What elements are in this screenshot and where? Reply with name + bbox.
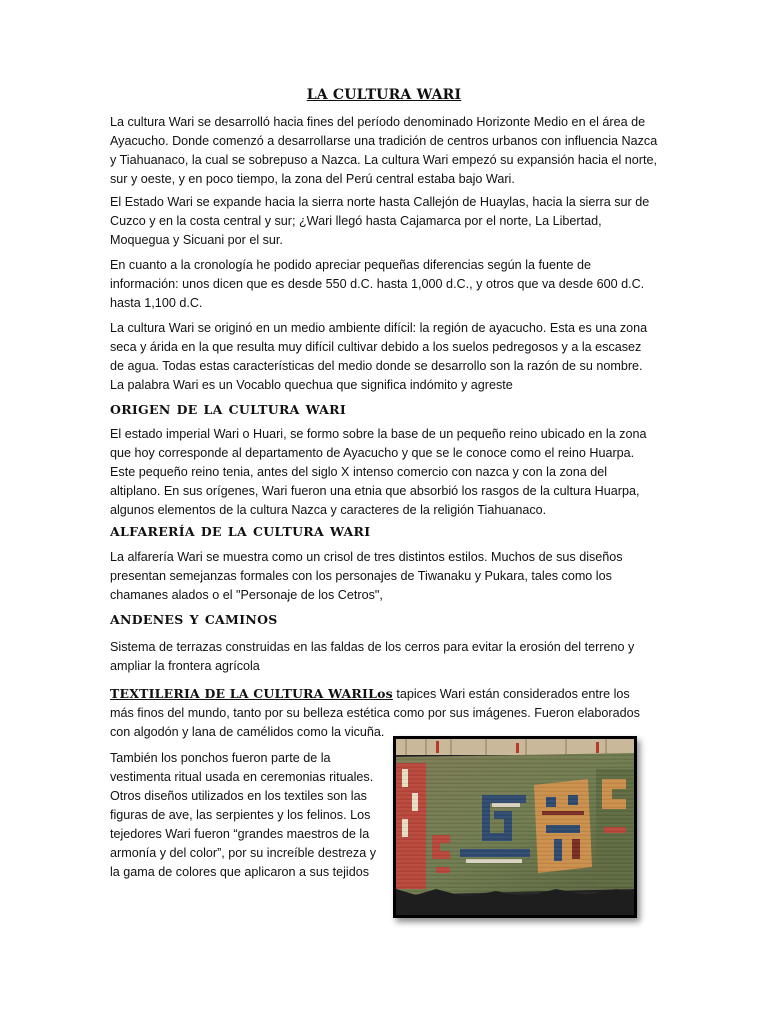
textile-photo xyxy=(393,736,637,918)
heading-alfareria: ALFARERÍA DE LA CULTURA WARI xyxy=(110,524,371,539)
heading-textileria: TEXTILERIA DE LA CULTURA WARI xyxy=(110,686,369,701)
intro-paragraph-2: El Estado Wari se expande hacia la sierra norte hasta Callejón de Huaylas, hacia la sierra sur de Cuzco y en la costa central y sur; ¿Wari llegó hasta Cajamarca por el norte, La Libertad, Moquegua y Sicuani por el sur. xyxy=(110,195,650,247)
textileria-side-paragraph: También los ponchos fueron parte de la vestimenta ritual usada en ceremonias rituales. Otros diseños utilizados en los textiles son las figuras de ave, las serpientes y los felinos. Los tejedores Wari fueron “grandes maestros de la armonía y del color”, por su increíble destreza y la gama de colores que aplicaron a sus tejidos xyxy=(110,750,376,879)
textileria-paragraph: TEXTILERIA DE LA CULTURA WARILos tapices Wari están considerados entre los más finos del mundo, tanto por su belleza estética como por sus imágenes. Fueron elaborados con algodón y lana de camélidos como la vicuña. xyxy=(110,686,640,739)
intro-paragraph-4: La cultura Wari se originó en un medio ambiente difícil: la región de ayacucho. Esta es una zona seca y árida en la que resulta muy difícil cultivar debido a los suelos pedregosos y a la escasez de agua. Todas estas características del medio donde se desarrollo son la razón de su nombre. La palabra Wari es un Vocablo quechua que significa indómito y agreste xyxy=(110,321,648,392)
origen-paragraph: El estado imperial Wari o Huari, se formo sobre la base de un pequeño reino ubicado en la zona que hoy corresponde al departamento de Ayacucho y que se le conoce como el reino Huarpa. Este pequeño reino tenia, antes del siglo X intenso comercio con nazca y con la zona del altiplano. En sus orígenes, Wari fueron una etnia que absorbió los rasgos de la cultura Huarpa, algunos elementos de la cultura Nazca y caracteres de la religión Tiahuanaco. xyxy=(110,427,647,517)
page-title: LA CULTURA WARI xyxy=(306,87,462,103)
heading-origen: ORIGEN DE LA CULTURA WARI xyxy=(110,402,347,417)
intro-paragraph-3: En cuanto a la cronología he podido apreciar pequeñas diferencias según la fuente de información: unos dicen que es desde 550 d.C. hasta 1,000 d.C., y otros que va desde 600 d.C. hasta 1,100 d.C. xyxy=(110,258,645,310)
alfareria-paragraph: La alfarería Wari se muestra como un crisol de tres distintos estilos. Muchos de sus diseños presentan semejanzas formales con los personajes de Tiwanaku y Pukara, tales como los chamanes alados o el "Personaje de los Cetros", xyxy=(110,550,623,602)
wari-textile-image xyxy=(396,739,634,915)
intro-paragraph-1: La cultura Wari se desarrolló hacia fines del período denominado Horizonte Medio en el área de Ayacucho. Donde comenzó a desarrollarse una tradición de centros urbanos con influencia Nazca y Tiahuanaco, la cual se sobrepuso a Nazca. La cultura Wari empezó su expansión hacia el norte, sur y oeste, y en poco tiempo, la zona del Perú central estaba bajo Wari. xyxy=(110,115,658,186)
andenes-paragraph: Sistema de terrazas construidas en las faldas de los cerros para evitar la erosión del terreno y ampliar la frontera agrícola xyxy=(110,640,635,673)
heading-andenes: ANDENES Y CAMINOS xyxy=(110,612,278,627)
textileria-lead: Los xyxy=(368,686,393,701)
